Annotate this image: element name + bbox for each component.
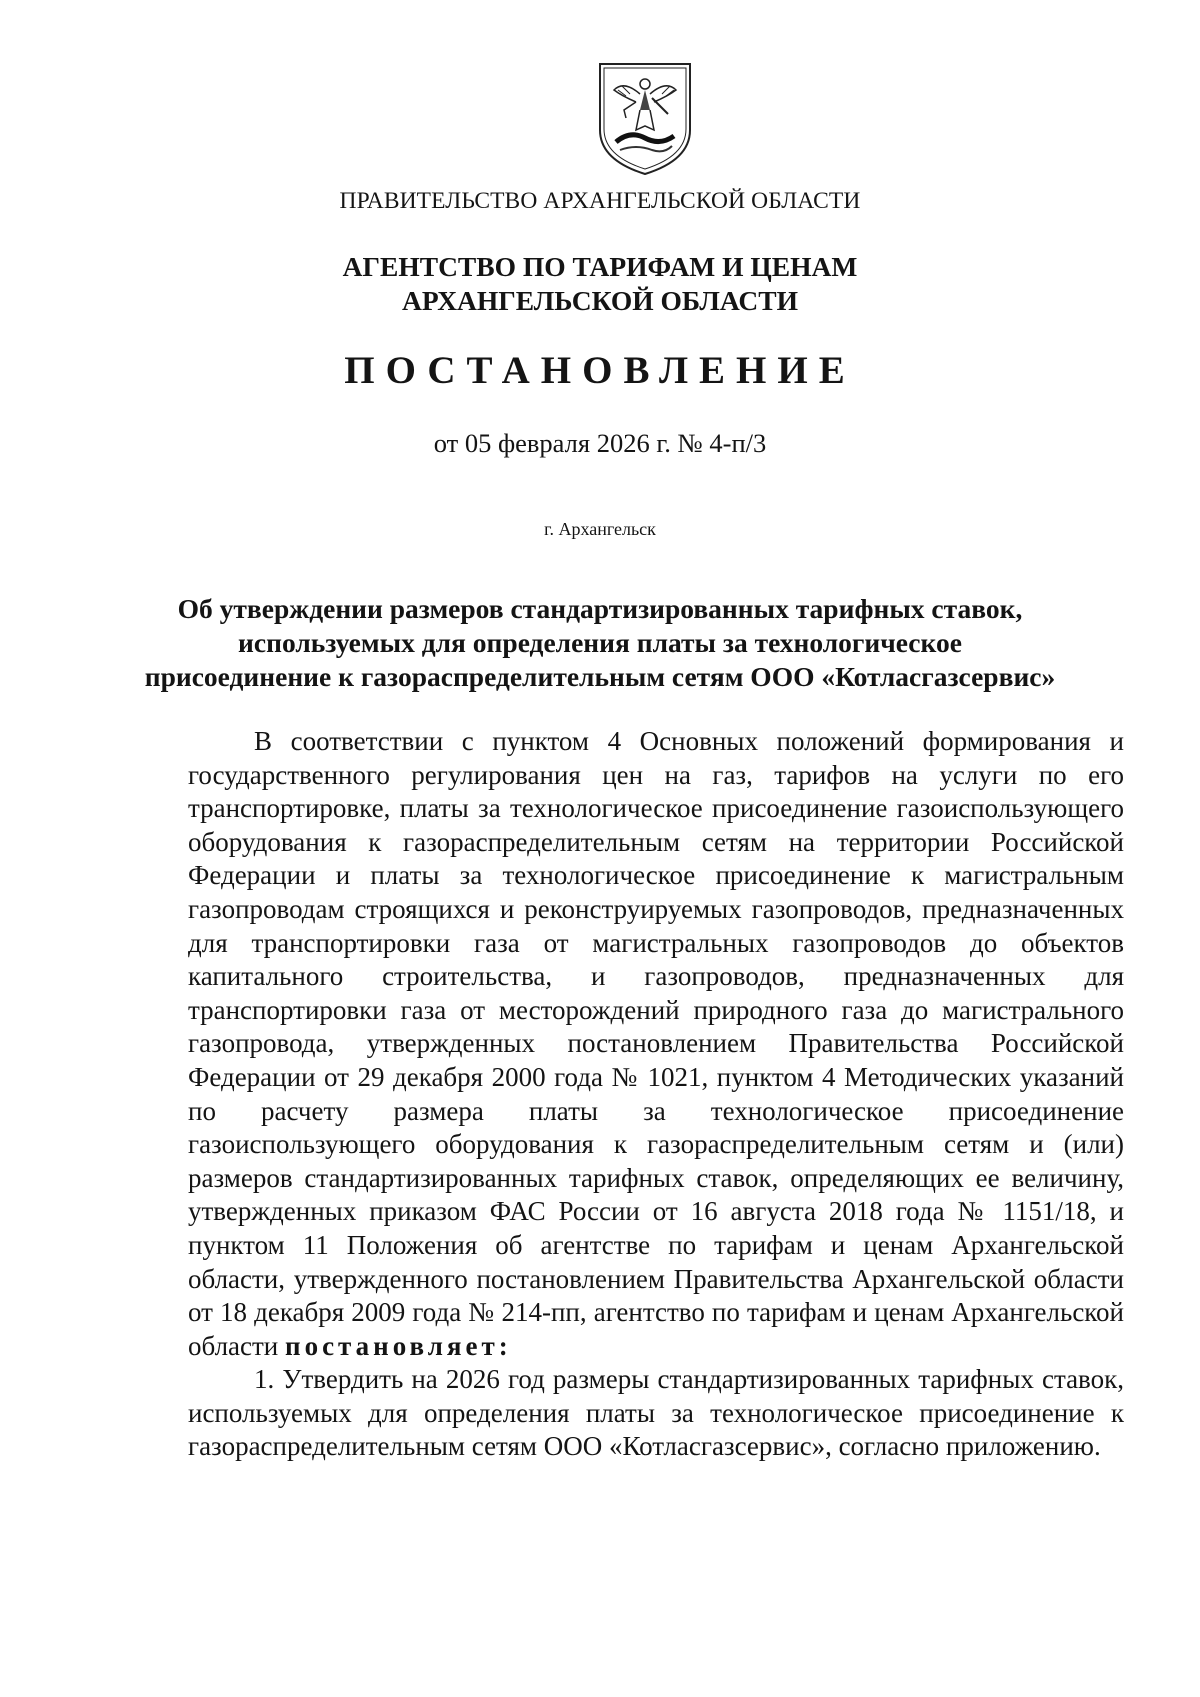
preamble-text: В соответствии с пунктом 4 Основных положений формирования и государственного регулирования цен на газ, тарифов на услуги по его транспортировке, платы за технологическое присоединение газоиспользующего оборудования к газораспределительным сетям на территории Российской Федерации и платы за технологическое присоединение к магистральным газопроводам строящихся и реконструируемых газопроводов, предназначенных для транспортировки газа от магистральных газопроводов до объектов капитального строительства, и газопроводов, предназначенных для транспортировки газа от месторождений природного газа до магистрального газопровода, утвержденных постановлением Правительства Российской Федерации от 29 декабря 2000 года № 1021, пунктом 4 Методических указаний по расчету размера платы за технологическое присоединение газоиспользующего оборудования к газораспределительным сетям и (или) размеров стандартизированных тарифных ставок, определяющих ее величину, утвержденных приказом ФАС России от 16 августа 2018 года № 1151/18, и пунктом 11 Положения об агентстве по тарифам и ценам Архангельской области, утвержденного постановлением Правительства Архангельской области от 18 декабря 2009 года № 214-пп, агентство по тарифам и ценам Архангельской области [188, 726, 1124, 1361]
agency-name-line2: АРХАНГЕЛЬСКОЙ ОБЛАСТИ [402, 285, 798, 316]
document-date-number: от 05 февраля 2026 г. № 4-п/3 [433, 428, 767, 458]
coat-of-arms-icon [596, 60, 694, 178]
agency-name-line1: АГЕНТСТВО ПО ТАРИФАМ И ЦЕНАМ [342, 251, 858, 282]
title-line2: используемых для определения платы за технологическое [238, 627, 962, 658]
government-name: ПРАВИТЕЛЬСТВО АРХАНГЕЛЬСКОЙ ОБЛАСТИ [339, 188, 861, 214]
title-line3: присоединение к газораспределительным сетям ООО «Котласгазсервис» [144, 661, 1056, 692]
item-1-paragraph: 1. Утвердить на 2026 год размеры стандартизированных тарифных ставок, используемых для определения платы за технологическое присоединение к газораспределительным сетям ООО «Котласгазсервис», согласно приложению. [188, 1364, 1124, 1462]
document-type: ПОСТАНОВЛЕНИЕ [344, 349, 856, 392]
document-city: г. Архангельск [544, 519, 656, 539]
preamble-paragraph [188, 725, 1124, 1363]
agency-name [0, 250, 1200, 318]
resolves-word: постановляет: [285, 1330, 512, 1361]
document-body [188, 725, 1124, 1464]
document-title [0, 592, 1200, 694]
title-line1: Об утверждении размеров стандартизированных тарифных ставок, [177, 593, 1023, 624]
